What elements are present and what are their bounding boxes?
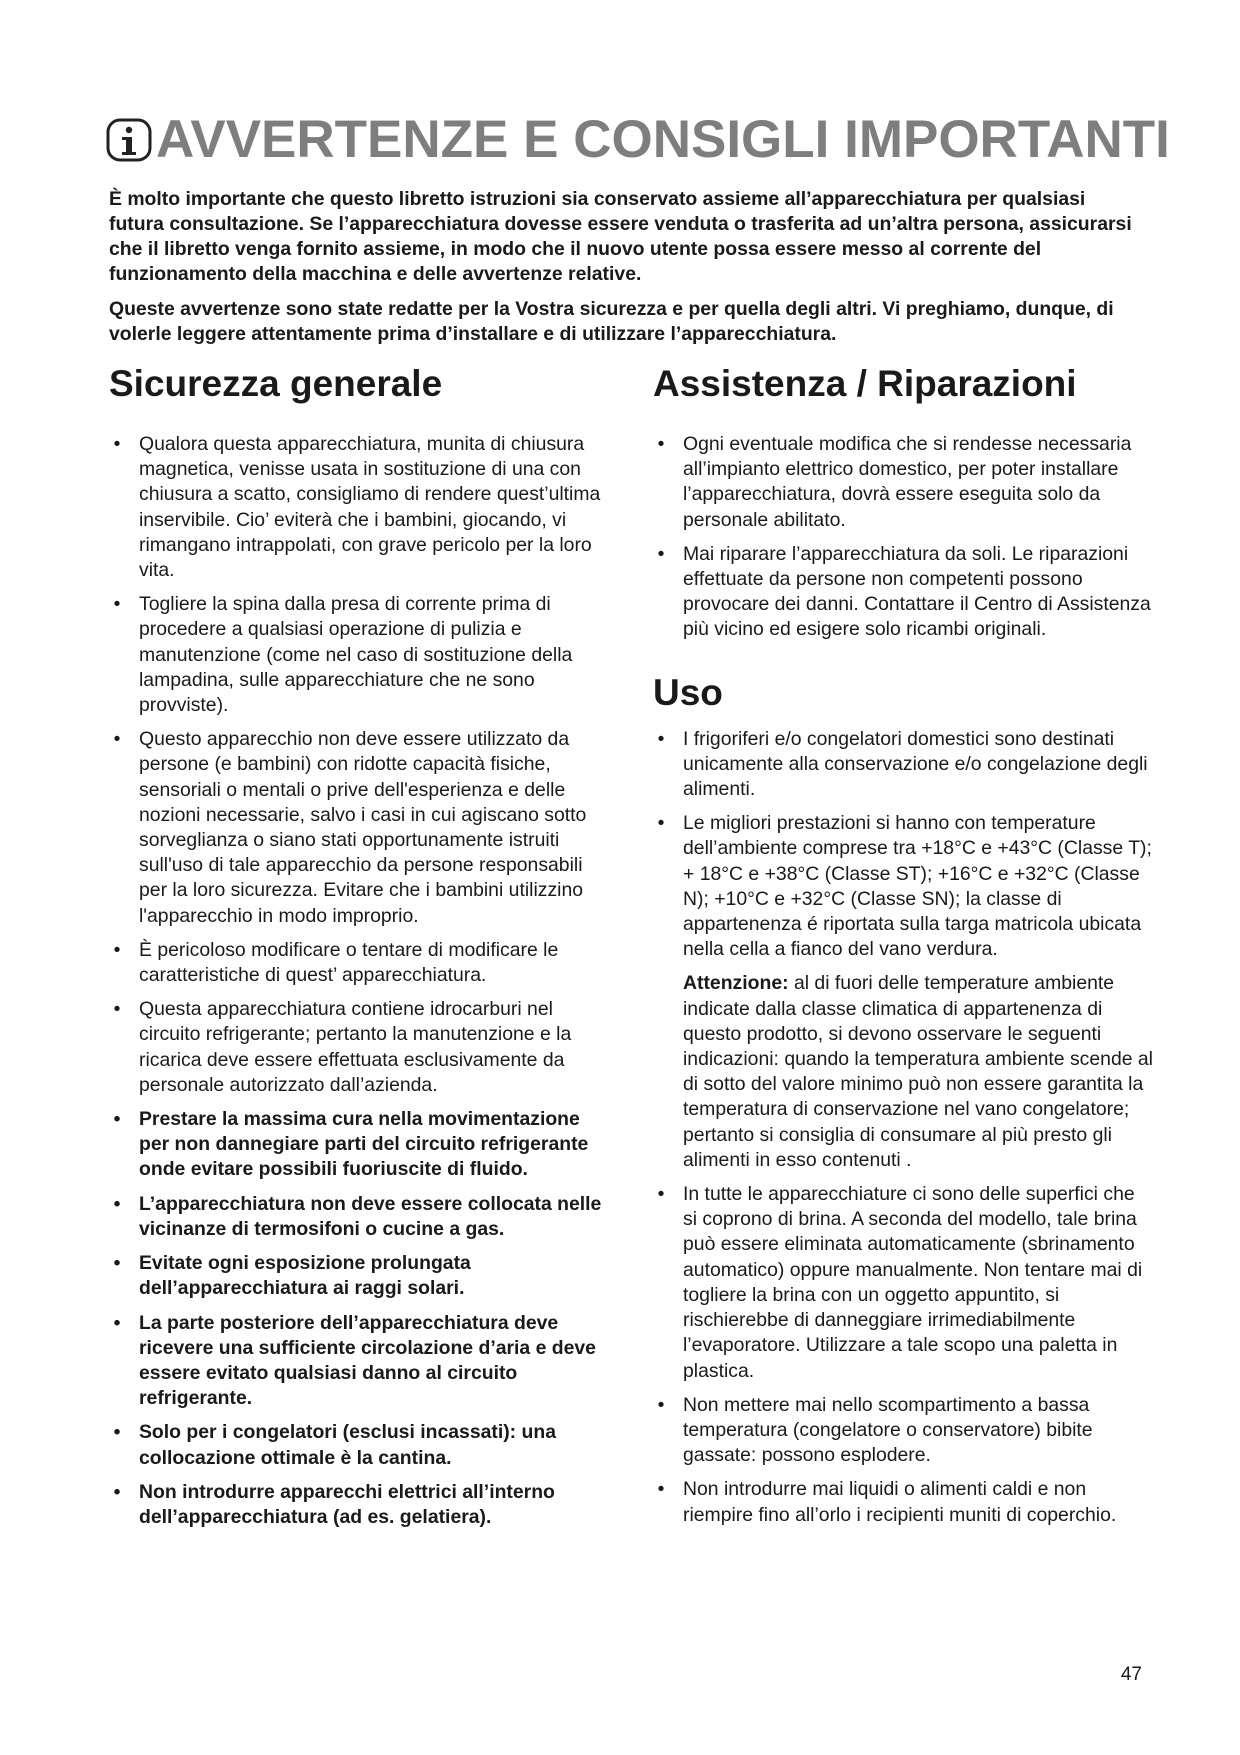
info-icon bbox=[106, 117, 152, 163]
list-item-text: Qualora questa apparecchiatura, munita di chiusura magnetica, venisse usata in sostituzione di una con chiusura a scatto, consigliamo di rendere quest’ultima inservibile. Cio’ eviterà che i bambini, giocando, vi rimangano intrappolati, con grave pericolo per la loro vita. bbox=[139, 433, 601, 582]
list-item bbox=[109, 1480, 609, 1530]
list-item bbox=[653, 1477, 1153, 1527]
bullet: • bbox=[657, 542, 665, 565]
bullet: • bbox=[113, 1192, 121, 1215]
list-item-text: Le migliori prestazioni si hanno con temperature dell’ambiente comprese tra +18°C e +43°C (Classe T); + 18°C e +38°C (Classe ST); +16°C e +32°C (Classe N); +10°C e +32°C (Classe SN); la classe di appartenenza é riportata sulla targa matricola ubicata nella cella a fianco del vano verdura. bbox=[683, 812, 1152, 961]
list-item bbox=[109, 997, 609, 1098]
list-item bbox=[109, 432, 609, 583]
page-title bbox=[106, 108, 1170, 172]
assistenza-list bbox=[653, 432, 1153, 643]
bullet: • bbox=[113, 433, 121, 455]
bullet: • bbox=[657, 433, 665, 455]
list-item-text: Evitate ogni esposizione prolungata dell’apparecchiatura ai raggi solari. bbox=[139, 1252, 471, 1300]
list-item-text: I frigoriferi e/o congelatori domestici sono destinati unicamente alla conservazione e/o congelazione degli alimenti. bbox=[683, 727, 1148, 801]
left-column bbox=[109, 356, 609, 1539]
list-item bbox=[653, 1182, 1153, 1384]
page-number: 47 bbox=[1120, 1664, 1142, 1685]
attention-text: al di fuori delle temperature ambiente indicate dalla classe climatica di appartenenza di questo prodotto, si devono osservare le seguenti indicazioni: quando la temperatura ambiente scende al di sotto del valore minimo può non essere garantita la temperatura di conservazione nel vano congelatore; pertanto si consiglia di consumare al più presto gli alimenti in esso contenuti . bbox=[683, 972, 1153, 1171]
bullet: • bbox=[113, 1421, 121, 1444]
list-item-text: Togliere la spina dalla presa di corrente prima di procedere a qualsiasi operazione di pulizia e manutenzione (come nel caso di sostituzione della lampadina, sulle apparecchiature che ne sono provviste). bbox=[139, 593, 573, 717]
list-item bbox=[109, 938, 609, 988]
bullet: • bbox=[657, 1393, 665, 1416]
list-item-text: Prestare la massima cura nella movimentazione per non dannegiare parti del circuito refrigerante onde evitare possibili fuoriuscite di fluido. bbox=[139, 1108, 589, 1181]
list-item-text: In tutte le apparecchiature ci sono delle superfici che si coprono di brina. A seconda del modello, tale brina può essere eliminata automaticamente (sbrinamento automatico) oppure manualmente. Non tentare mai di togliere la brina con un oggetto appuntito, si rischierebbe di danneggiare irrimediabilmente l’evaporatore. Utilizzare a tale scopo una paletta in plastica. bbox=[683, 1183, 1143, 1382]
list-item bbox=[653, 811, 1153, 962]
bullet: • bbox=[657, 1183, 665, 1206]
list-item-text: Questa apparecchiatura contiene idrocarburi nel circuito refrigerante; pertanto la manutenzione e la ricarica deve essere effettuata esclusivamente da personale autorizzato dall’azienda. bbox=[139, 998, 572, 1096]
list-item-text: Non introdurre apparecchi elettrici all’interno dell’apparecchiatura (ad es. gelatiera). bbox=[139, 1480, 555, 1528]
bullet: • bbox=[113, 998, 121, 1021]
right-column bbox=[653, 356, 1153, 1537]
list-item bbox=[653, 542, 1153, 643]
list-item-text: L’apparecchiatura non deve essere collocata nelle vicinanze di termosifoni o cucine a gas. bbox=[139, 1192, 602, 1240]
bullet: • bbox=[657, 727, 665, 750]
list-item bbox=[109, 1311, 609, 1412]
list-item-text: È pericoloso modificare o tentare di modificare le caratteristiche di quest’ apparecchiatura. bbox=[139, 938, 559, 987]
list-item bbox=[109, 1107, 609, 1183]
section-heading-uso: Uso bbox=[653, 671, 723, 713]
bullet: • bbox=[113, 728, 121, 751]
list-item bbox=[653, 727, 1153, 803]
intro-paragraph: Queste avvertenze sono state redatte per la Vostra sicurezza e per quella degli altri. Vi preghiamo, dunque, di volerle leggere attentamente prima d’installare e di utilizzare l’apparecchiatura. bbox=[109, 298, 1114, 345]
list-item bbox=[109, 1251, 609, 1301]
list-item-text: Questo apparecchio non deve essere utilizzato da persone (e bambini) con ridotte capacità fisiche, sensoriali o mentali o prive dell'esperienza e delle nozioni necessarie, salvo i casi in cui agiscano sotto sorveglianza o siano stati opportunamente istruiti sull'uso di tale apparecchio da persone responsabili per la loro sicurezza. Evitare che i bambini utilizzino l'apparecchio in modo improprio. bbox=[139, 728, 587, 927]
bullet: • bbox=[657, 812, 665, 835]
list-item bbox=[653, 1393, 1153, 1469]
bullet: • bbox=[113, 1108, 121, 1131]
title-text: AVVERTENZE E CONSIGLI IMPORTANTI bbox=[156, 110, 1170, 169]
list-item-text: Non introdurre mai liquidi o alimenti caldi e non riempire fino all’orlo i recipienti muniti di coperchio. bbox=[683, 1478, 1117, 1526]
list-item bbox=[109, 727, 609, 929]
intro-paragraph: È molto importante che questo libretto istruzioni sia conservato assieme all’apparecchiatura per qualsiasi futura consultazione. Se l’apparecchiatura dovesse essere venduta o trasferita ad un’altra persona, assicurarsi che il libretto venga fornito assieme, in modo che il nuovo utente possa essere messo al corrente del funzionamento della macchina e delle avvertenze relative. bbox=[109, 188, 1132, 285]
list-item bbox=[109, 1420, 609, 1470]
section-heading-assistenza: Assistenza / Riparazioni bbox=[653, 363, 1077, 404]
list-item-text: Mai riparare l’apparecchiatura da soli. Le riparazioni effettuate da persone non competenti possono provocare dei danni. Contattare il Centro di Assistenza più vicino ed esigere solo ricambi originali. bbox=[683, 542, 1151, 641]
section-heading-sicurezza: Sicurezza generale bbox=[109, 363, 443, 404]
attention-label: Attenzione: bbox=[683, 972, 789, 995]
bullet: • bbox=[113, 1480, 121, 1503]
list-item-text: Solo per i congelatori (esclusi incassati): una collocazione ottimale è la cantina. bbox=[139, 1421, 557, 1469]
bullet: • bbox=[657, 1478, 665, 1501]
list-item bbox=[109, 1192, 609, 1242]
intro bbox=[109, 187, 1139, 357]
bullet: • bbox=[113, 593, 121, 616]
list-item-text: La parte posteriore dell’apparecchiatura deve ricevere una sufficiente circolazione d’aria e deve essere evitato qualsiasi danno al circuito refrigerante. bbox=[139, 1311, 596, 1410]
list-item bbox=[653, 432, 1153, 533]
bullet: • bbox=[113, 1252, 121, 1275]
sicurezza-list bbox=[109, 432, 609, 1530]
list-item bbox=[109, 592, 609, 718]
uso-list bbox=[653, 727, 1153, 963]
list-item-text: Non mettere mai nello scompartimento a bassa temperatura (congelatore o conservatore) bibite gassate: possono esplodere. bbox=[683, 1393, 1093, 1467]
bullet: • bbox=[113, 938, 121, 961]
list-item-text: Ogni eventuale modifica che si rendesse necessaria all’impianto elettrico domestico, per poter installare l’apparecchiatura, dovrà essere eseguita solo da personale abilitato. bbox=[683, 433, 1132, 531]
bullet: • bbox=[113, 1311, 121, 1334]
attention-paragraph bbox=[653, 971, 1153, 1173]
uso-list-continued bbox=[653, 1182, 1153, 1528]
